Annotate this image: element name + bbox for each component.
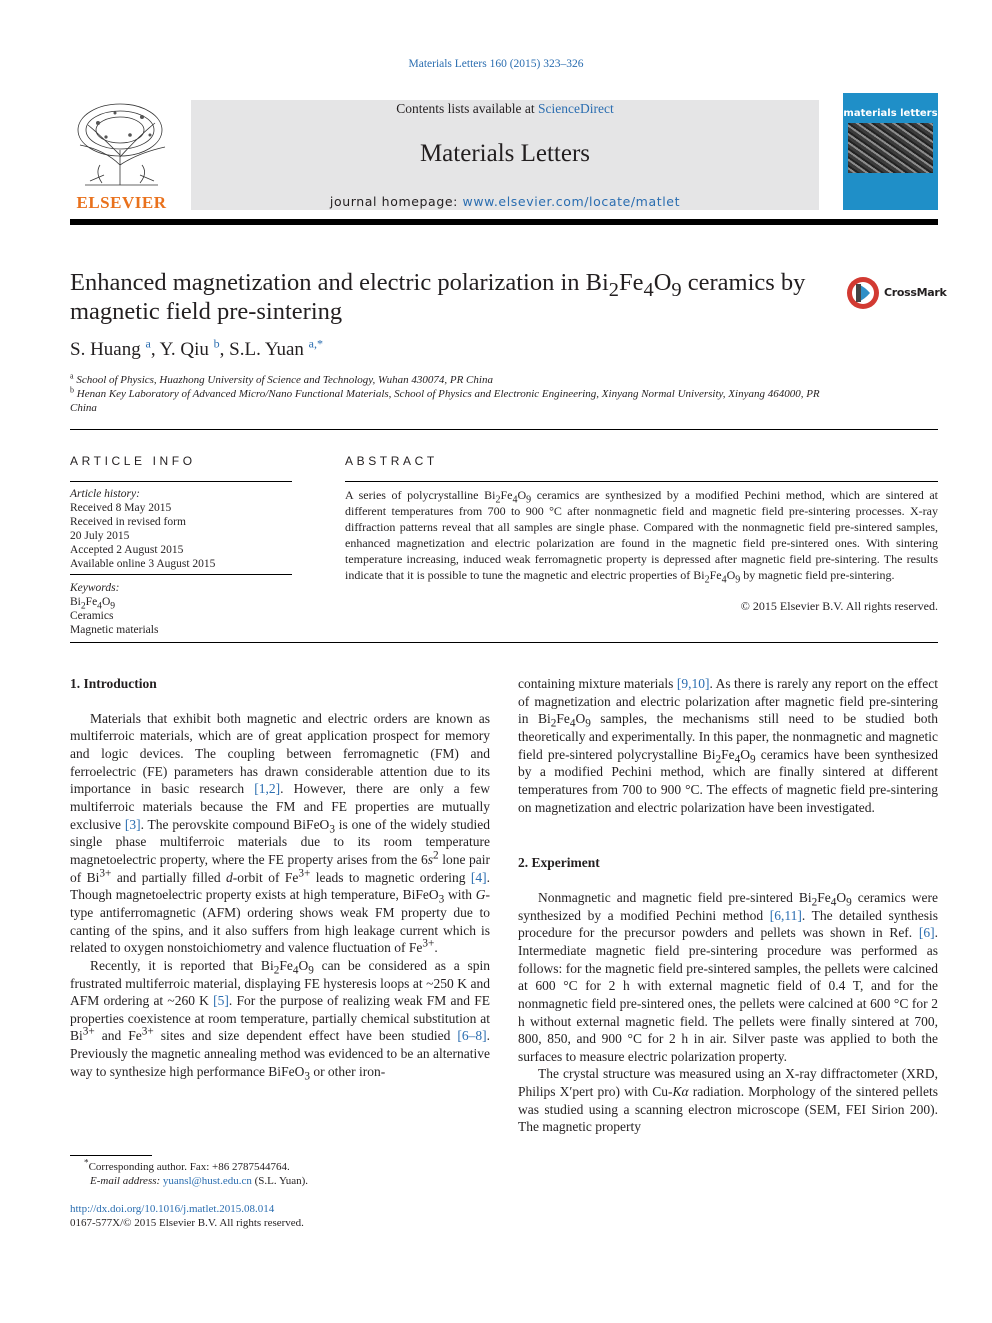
section-heading-experiment: 2. Experiment [518, 855, 600, 871]
issn-line: 0167-577X/© 2015 Elsevier B.V. All rights reserved. [70, 1217, 304, 1229]
citation-link[interactable]: [6–8] [457, 1028, 487, 1044]
author-affiliation-mark[interactable]: b [213, 336, 220, 351]
article-info-heading: ARTICLE INFO [70, 454, 196, 468]
body-right-column [518, 675, 938, 1136]
keyword: Ceramics [70, 610, 114, 622]
history-item: Available online 3 August 2015 [70, 558, 216, 570]
doi-block [70, 1202, 490, 1230]
header-divider [70, 219, 938, 225]
citation-link[interactable]: [9,10] [676, 676, 710, 691]
citation-link[interactable]: [1,2] [254, 781, 281, 797]
corresponding-author-note: *Corresponding author. Fax: +86 2787544764. [84, 1157, 290, 1173]
publisher-wordmark: ELSEVIER [76, 193, 167, 212]
journal-title: Materials Letters [419, 140, 591, 167]
cover-title: materials letters [843, 108, 938, 119]
citation-link[interactable]: [4] [470, 869, 487, 885]
abstract-text: A series of polycrystalline $Bi_2Fe_4O_9$ ceramics are synthesized by a modified Pechini method, which are sintered at different temperatures from 700 to 900 °C after nonmagnetic field and magnetic field pre-sintering processes. X-ray diffraction patterns reveal that all samples are single phase. Compared with the nonmagnetic field pre-sintered samples, enhanced magnetization and electric polarization are found in the magnetic field pre-sintered ones. With sintering temperature increasing, induced weak ferromagnetic property is depressed after magnetic field pre-sintering. The results indicate that it is possible to tune the magnetic and electric properties of $Bi_2Fe_4O_9$ by magnetic field pre-sintering. [345, 488, 938, 586]
cover-micrograph [848, 123, 933, 173]
citation-link[interactable]: [5] [213, 993, 229, 1009]
homepage-prefix: journal homepage: [329, 194, 463, 209]
journal-cover-image[interactable] [843, 93, 938, 210]
author-list: S. Huang $^a$, Y. Qiu $^b$, S.L. Yuan $^{a,*}$ [70, 336, 323, 360]
divider [70, 642, 938, 643]
contents-prefix: Contents lists available at [396, 101, 538, 116]
footnotes [70, 1157, 490, 1188]
affiliations [70, 373, 830, 415]
article-history [70, 487, 300, 571]
history-item: Accepted 2 August 2015 [70, 544, 184, 556]
paragraph: Materials that exhibit both magnetic and electric orders are known as multiferroic materials, which are of great application prospect for memory and logic devices. The coupling between ferromagnetic (FM) and ferroelectric (FE) parameters has drawn considerable attention due to its importance in basic research [1,2]. However, there are only a few multiferroic materials because the FM and FE properties are mutually exclusive [3]. The perovskite compound BiFeO$_3$ is one of the widely studied single phase multiferroic materials due to its room temperature magnetoelectric property, where the FE property arises from the $6s^2$ lone pair of $Bi^{3+}$ and partially filled d-orbit of $Fe^{3+}$ leads to magnetic ordering [4]. Though magnetoelectric property exists at high temperature, BiFeO$_3$ with G-type antiferromagnetic (AFM) ordering shows weak FM property due to canting of the spins, and it also suffers from high leakage current which is related to oxygen nonstoichiometry and valence fluctuation of $Fe^{3+}$. [70, 710, 490, 956]
abstract-heading: ABSTRACT [345, 454, 438, 468]
article-title: Enhanced magnetization and electric polarization in $Bi_2Fe_4O_9$ ceramics by magnetic field pre-sintering [70, 269, 806, 325]
email-link[interactable]: yuansl@hust.edu.cn [162, 1175, 252, 1187]
affiliation-a: $^a$ School of Physics, Huazhong University of Science and Technology, Wuhan 430074, PR China [70, 371, 493, 386]
journal-reference-link[interactable]: Materials Letters 160 (2015) 323–326 [408, 58, 584, 70]
footnote-divider [70, 1155, 152, 1156]
journal-homepage-line [191, 194, 819, 209]
email-note: E-mail address: yuansl@hust.edu.cn (S.L. Yuan). [90, 1175, 308, 1187]
citation-link[interactable]: [3] [124, 816, 141, 832]
author-name[interactable]: S.L. Yuan [229, 339, 304, 360]
history-item: 20 July 2015 [70, 530, 130, 542]
author-name[interactable]: Y. Qiu [159, 339, 209, 360]
abstract-copyright: © 2015 Elsevier B.V. All rights reserved. [740, 599, 938, 613]
divider [70, 429, 938, 430]
section-heading-introduction: 1. Introduction [70, 676, 157, 691]
divider [70, 574, 292, 575]
paragraph: The crystal structure was measured using an X-ray diffractometer (XRD, Philips X′pert pro) with Cu-Kα radiation. Morphology of the sintered pellets was studied using a scanning electron microscope (SEM, FEI Sirion 200). The magnetic property [518, 1066, 938, 1135]
affiliation-b: $^b$ Henan Key Laboratory of Advanced Micro/Nano Functional Materials, School of Physics and Electronic Engineering, Xinyang Normal University, Xinyang 464000, PR China [70, 385, 820, 414]
author-name[interactable]: S. Huang [70, 339, 141, 360]
contents-line [191, 101, 819, 117]
paragraph: containing mixture materials [9,10]. As there is rarely any report on the effect of magnetization and electric polarization after magnetic field pre-sintering in $Bi_2Fe_4O_9$ samples, the mechanisms still need to be studied both theoretically and experimentally. In this paper, the nonmagnetic and magnetic field pre-sintered polycrystalline $Bi_2Fe_4O_9$ ceramics have been synthesized by a modified Pechini method, which are finally sintered at different temperatures from 700 to 900 °C. The effects of magnetic field pre-sintering on magnetization and electric polarization have been investigated. [518, 676, 938, 815]
keyword: Magnetic materials [70, 624, 159, 636]
doi-link[interactable]: http://dx.doi.org/10.1016/j.matlet.2015.08.014 [70, 1203, 275, 1215]
history-item: Received in revised form [70, 516, 186, 528]
author-affiliation-mark[interactable]: a [145, 336, 151, 351]
sciencedirect-link[interactable]: ScienceDirect [538, 101, 614, 116]
divider [70, 481, 292, 482]
citation-link[interactable]: [6] [918, 925, 935, 941]
paragraph: Nonmagnetic and magnetic field pre-sintered $Bi_2Fe_4O_9$ ceramics were synthesized by a modified Pechini method [6,11]. The detailed synthesis procedure for the precursor powders and pellets was shown in Ref. [6]. Intermediate magnetic field pre-sintering procedure was performed as follows: for the magnetic field pre-sintered samples, the pellets were calcined at 600 °C for 2 h with external magnetic field of 0.4 T, and for the nonmagnetic field pre-sintered ones, the pellets were calcined at 600 °C for 2 h without external magnetic field. The pellets were finally sintered at 700, 800, 850, and 900 °C for 2 h in air. Silver paste was applied to both the surfaces to measure electric polarization property. [518, 889, 938, 1064]
divider [345, 481, 938, 482]
paragraph: Recently, it is reported that $Bi_2Fe_4O_9$ can be considered as a spin frustrated multiferroic material, displaying FE hysteresis loops at ~250 K and AFM ordering at ~260 K [5]. For the purpose of realizing weak FM and FE properties coexistence at room temperature, partially chemical substitution at $Bi^{3+}$ and $Fe^{3+}$ sites and size dependent effect have been studied [6–8]. Previously the magnetic annealing method was evidenced to be an alternative way to synthesize high performance BiFeO$_3$ or other iron- [70, 957, 491, 1083]
citation-link[interactable]: [6,11] [769, 907, 802, 923]
history-label: Article history: [70, 488, 140, 500]
crossmark-label[interactable]: CrossMark [884, 286, 947, 299]
keyword: $Bi_2Fe_4O_9$ [70, 596, 116, 612]
history-item: Received 8 May 2015 [70, 502, 172, 514]
author-affiliation-mark[interactable]: a,* [308, 336, 323, 351]
keywords [70, 581, 300, 637]
keywords-label: Keywords: [70, 582, 120, 594]
journal-homepage-link[interactable]: www.elsevier.com/locate/matlet [462, 194, 681, 209]
body-left-column [70, 675, 491, 1083]
